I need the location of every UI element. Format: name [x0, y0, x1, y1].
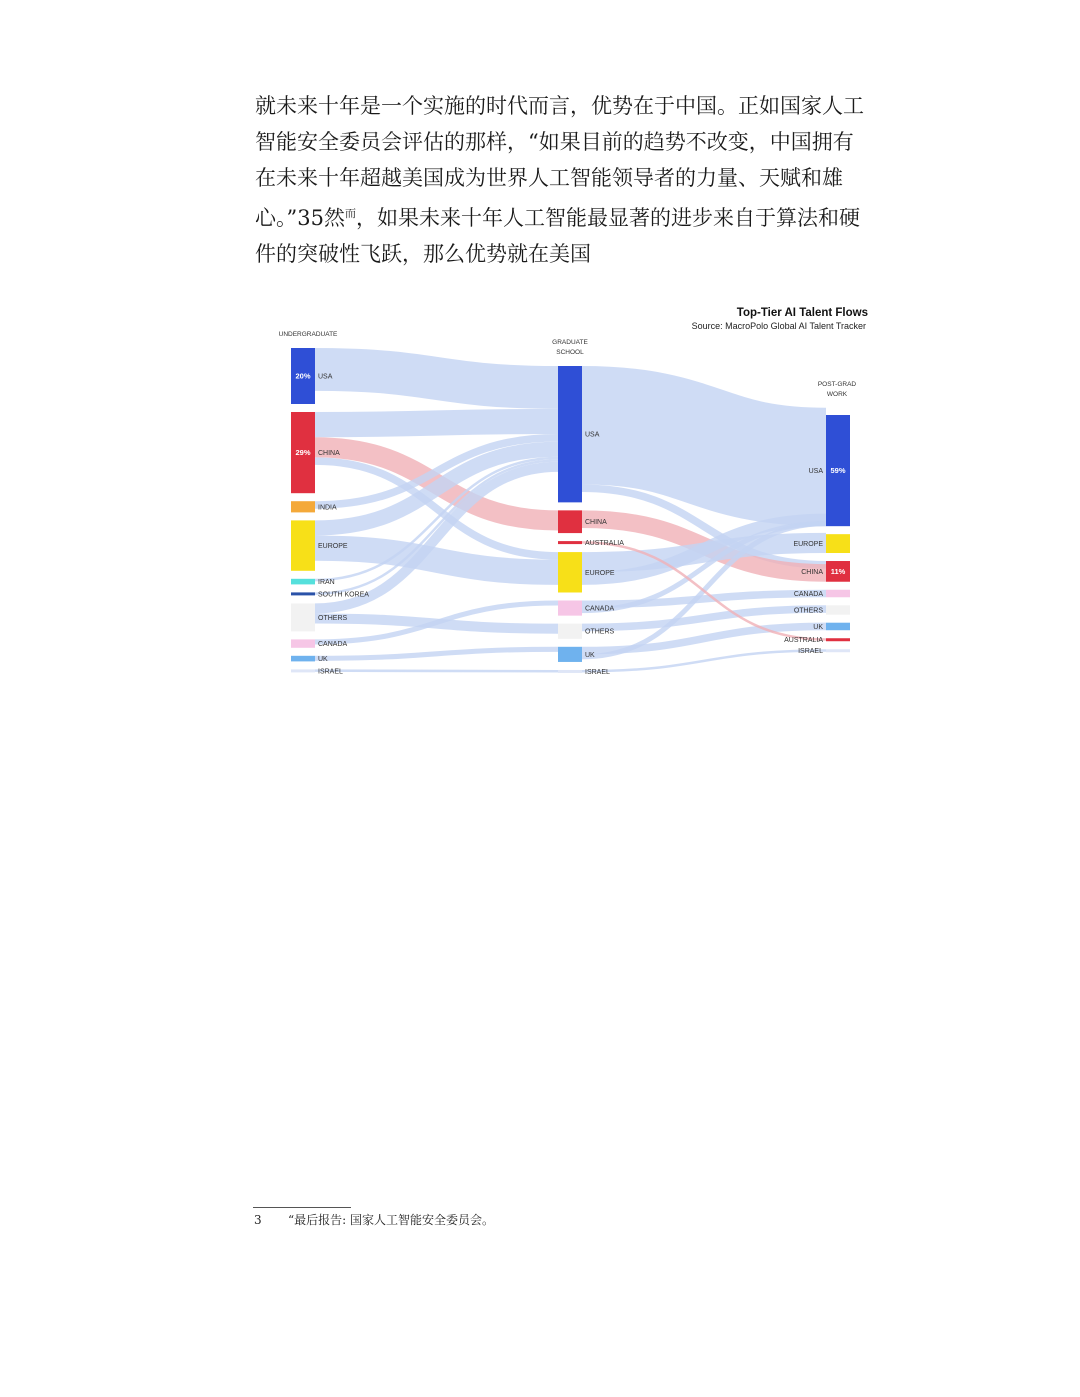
- node-label-postgrad-israel: ISRAEL: [798, 648, 823, 656]
- node-label-undergraduate-iran: IRAN: [318, 579, 335, 587]
- node-value-undergraduate-usa: 20%: [295, 371, 311, 381]
- node-label-graduate-others: OTHERS: [585, 628, 615, 636]
- talent-flow-sankey-chart: [272, 300, 872, 680]
- node-undergraduate-israel: [291, 669, 315, 672]
- node-label-graduate-israel: ISRAEL: [585, 668, 610, 676]
- node-undergraduate-uk: [291, 656, 315, 662]
- flow-link-undergraduate-china-to-graduate-usa: [315, 421, 558, 424]
- node-label-graduate-canada: CANADA: [585, 605, 615, 613]
- flow-link-undergraduate-israel-to-graduate-israel: [315, 671, 558, 672]
- footnote-text: “最后报告: 国家人工智能安全委员会。: [288, 1213, 494, 1227]
- node-value-postgrad-usa: 59%: [830, 466, 846, 476]
- node-graduate-europe: [558, 552, 582, 592]
- node-graduate-china: [558, 510, 582, 533]
- node-label-undergraduate-india: INDIA: [318, 504, 337, 512]
- stage-label-undergraduate: UNDERGRADUATE: [278, 331, 338, 338]
- node-label-undergraduate-china: CHINA: [318, 450, 340, 458]
- node-label-graduate-australia: AUSTRALIA: [585, 540, 624, 548]
- node-value-postgrad-china: 11%: [830, 566, 846, 576]
- node-label-undergraduate-south-korea: SOUTH KOREA: [318, 591, 369, 599]
- node-label-postgrad-canada: CANADA: [793, 591, 823, 599]
- node-label-undergraduate-europe: EUROPE: [318, 543, 348, 551]
- paragraph-line-text: 智能安全委员会评估的那样，“如果目前的趋势不改变，中国拥有: [255, 130, 854, 154]
- footnote: [254, 1211, 494, 1228]
- paragraph-line: [255, 196, 895, 236]
- node-value-undergraduate-china: 29%: [295, 448, 311, 458]
- node-label-postgrad-europe: EUROPE: [793, 541, 823, 549]
- paragraph-line: [255, 124, 895, 160]
- node-graduate-australia: [558, 541, 582, 544]
- node-label-postgrad-china: CHINA: [801, 568, 823, 576]
- stage-label-post-grad-work: POST-GRAD: [817, 381, 857, 388]
- node-label-graduate-usa: USA: [585, 431, 600, 439]
- node-postgrad-canada: [826, 590, 850, 598]
- node-undergraduate-india: [291, 501, 315, 512]
- footnote-rule: [253, 1207, 351, 1208]
- flow-link-graduate-canada-to-postgrad-canada: [582, 594, 826, 605]
- flow-link-undergraduate-usa-to-graduate-usa: [315, 369, 558, 387]
- stage-label-post-grad-work: WORK: [826, 391, 848, 398]
- node-label-graduate-china: CHINA: [585, 519, 607, 527]
- node-label-postgrad-uk: UK: [813, 623, 823, 631]
- body-paragraph: [255, 88, 895, 272]
- node-graduate-israel: [558, 670, 582, 673]
- node-undergraduate-canada: [291, 639, 315, 647]
- paragraph-line: 件的突破性飞跃，那么优势就在美国: [255, 242, 591, 266]
- node-graduate-others: [558, 624, 582, 639]
- chart-title: Top-Tier AI Talent Flows: [736, 307, 868, 319]
- node-label-graduate-uk: UK: [585, 651, 595, 659]
- node-label-undergraduate-usa: USA: [318, 373, 333, 381]
- node-undergraduate-europe: [291, 520, 315, 570]
- node-undergraduate-iran: [291, 579, 315, 585]
- node-label-undergraduate-others: OTHERS: [318, 614, 348, 622]
- node-graduate-canada: [558, 600, 582, 615]
- paragraph-line: 就未来十年是一个实施的时代而言，优势在于中国。正如国家人工: [255, 94, 864, 118]
- node-undergraduate-south-korea: [291, 592, 315, 595]
- paragraph-text: ，如果未来十年人工智能最显著的进步来自于算法和硬: [355, 206, 860, 230]
- node-label-postgrad-usa: USA: [808, 468, 823, 476]
- node-postgrad-israel: [826, 649, 850, 652]
- node-graduate-uk: [558, 647, 582, 662]
- paragraph-text: 心。”35然: [255, 206, 345, 230]
- node-label-graduate-europe: EUROPE: [585, 569, 615, 577]
- node-postgrad-australia: [826, 638, 850, 641]
- node-label-undergraduate-uk: UK: [318, 656, 328, 664]
- stage-label-graduate-school: SCHOOL: [556, 349, 584, 356]
- node-label-postgrad-others: OTHERS: [793, 607, 823, 615]
- chart-subtitle: Source: MacroPolo Global AI Talent Tracker: [691, 321, 866, 331]
- node-label-undergraduate-israel: ISRAEL: [318, 668, 343, 676]
- node-postgrad-others: [826, 605, 850, 614]
- flow-link-undergraduate-uk-to-graduate-uk: [315, 649, 558, 658]
- paragraph-line: 在未来十年超越美国成为世界人工智能领导者的力量、天赋和雄: [255, 166, 843, 190]
- node-label-postgrad-australia: AUSTRALIA: [784, 637, 823, 645]
- node-undergraduate-others: [291, 603, 315, 631]
- superscript-text: 而: [344, 207, 356, 220]
- node-postgrad-uk: [826, 623, 850, 631]
- flow-link-graduate-usa-to-postgrad-usa: [582, 425, 826, 467]
- node-graduate-usa: [558, 366, 582, 502]
- stage-label-graduate-school: GRADUATE: [552, 339, 588, 346]
- node-postgrad-europe: [826, 534, 850, 553]
- footnote-number: 3: [254, 1213, 262, 1227]
- node-label-undergraduate-canada: CANADA: [318, 641, 348, 649]
